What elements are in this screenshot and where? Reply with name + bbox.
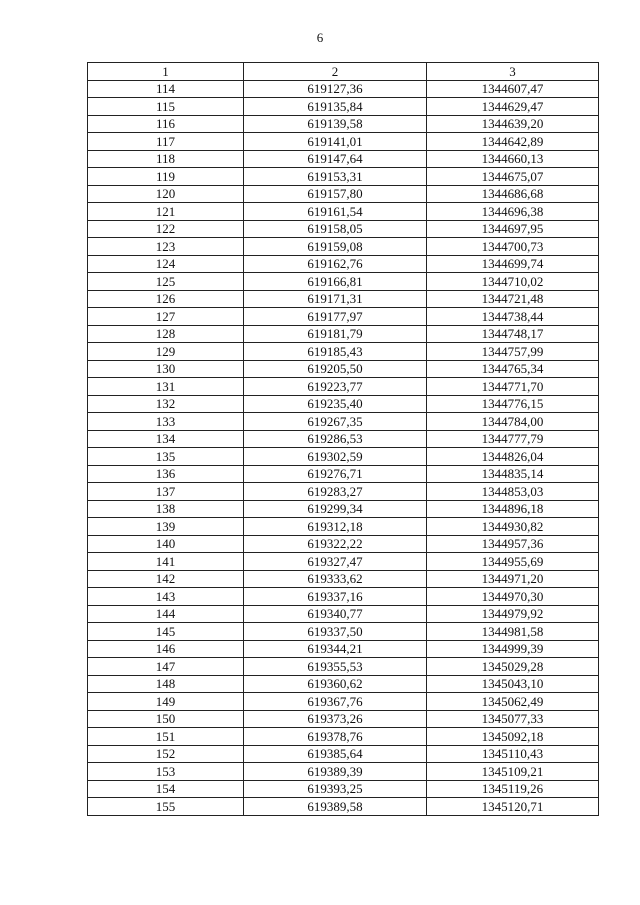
x-coordinate-cell: 619373,26 (244, 710, 427, 728)
table-header-row (88, 63, 599, 81)
y-coordinate-cell: 1344776,15 (427, 395, 599, 413)
x-coordinate-cell: 619205,50 (244, 360, 427, 378)
table-row (88, 623, 599, 641)
x-coordinate-cell: 619283,27 (244, 483, 427, 501)
table-row (88, 728, 599, 746)
table-row (88, 693, 599, 711)
table-row (88, 745, 599, 763)
table-row (88, 535, 599, 553)
y-coordinate-cell: 1344930,82 (427, 518, 599, 536)
table-row (88, 185, 599, 203)
table-row (88, 588, 599, 606)
table-row (88, 98, 599, 116)
y-coordinate-cell: 1345109,21 (427, 763, 599, 781)
x-coordinate-cell: 619158,05 (244, 220, 427, 238)
point-number-cell: 124 (88, 255, 244, 273)
x-coordinate-cell: 619337,16 (244, 588, 427, 606)
table-row (88, 378, 599, 396)
x-coordinate-cell: 619161,54 (244, 203, 427, 221)
point-number-cell: 131 (88, 378, 244, 396)
table-row (88, 273, 599, 291)
y-coordinate-cell: 1344981,58 (427, 623, 599, 641)
y-coordinate-cell: 1344835,14 (427, 465, 599, 483)
x-coordinate-cell: 619312,18 (244, 518, 427, 536)
point-number-cell: 144 (88, 605, 244, 623)
point-number-cell: 115 (88, 98, 244, 116)
y-coordinate-cell: 1345110,43 (427, 745, 599, 763)
y-coordinate-cell: 1344696,38 (427, 203, 599, 221)
point-number-cell: 121 (88, 203, 244, 221)
x-coordinate-cell: 619157,80 (244, 185, 427, 203)
point-number-cell: 150 (88, 710, 244, 728)
x-coordinate-cell: 619141,01 (244, 133, 427, 151)
x-coordinate-cell: 619276,71 (244, 465, 427, 483)
table-row (88, 500, 599, 518)
point-number-cell: 114 (88, 80, 244, 98)
x-coordinate-cell: 619393,25 (244, 780, 427, 798)
point-number-cell: 134 (88, 430, 244, 448)
y-coordinate-cell: 1344710,02 (427, 273, 599, 291)
point-number-cell: 138 (88, 500, 244, 518)
point-number-cell: 137 (88, 483, 244, 501)
point-number-cell: 139 (88, 518, 244, 536)
x-coordinate-cell: 619139,58 (244, 115, 427, 133)
table-row (88, 798, 599, 816)
table-row (88, 133, 599, 151)
point-number-cell: 153 (88, 763, 244, 781)
point-number-cell: 132 (88, 395, 244, 413)
x-coordinate-cell: 619299,34 (244, 500, 427, 518)
table-row (88, 203, 599, 221)
y-coordinate-cell: 1344771,70 (427, 378, 599, 396)
x-coordinate-cell: 619166,81 (244, 273, 427, 291)
y-coordinate-cell: 1345077,33 (427, 710, 599, 728)
y-coordinate-cell: 1344970,30 (427, 588, 599, 606)
y-coordinate-cell: 1344853,03 (427, 483, 599, 501)
table-row (88, 465, 599, 483)
x-coordinate-cell: 619333,62 (244, 570, 427, 588)
table-row (88, 710, 599, 728)
table-row (88, 80, 599, 98)
point-number-cell: 123 (88, 238, 244, 256)
y-coordinate-cell: 1345092,18 (427, 728, 599, 746)
point-number-cell: 126 (88, 290, 244, 308)
point-number-cell: 128 (88, 325, 244, 343)
y-coordinate-cell: 1344675,07 (427, 168, 599, 186)
y-coordinate-cell: 1344979,92 (427, 605, 599, 623)
table-row (88, 448, 599, 466)
x-coordinate-cell: 619360,62 (244, 675, 427, 693)
y-coordinate-cell: 1345120,71 (427, 798, 599, 816)
x-coordinate-cell: 619181,79 (244, 325, 427, 343)
x-coordinate-cell: 619267,35 (244, 413, 427, 431)
point-number-cell: 149 (88, 693, 244, 711)
x-coordinate-cell: 619235,40 (244, 395, 427, 413)
x-coordinate-cell: 619344,21 (244, 640, 427, 658)
table-row (88, 115, 599, 133)
point-number-cell: 152 (88, 745, 244, 763)
table-row (88, 640, 599, 658)
point-number-cell: 136 (88, 465, 244, 483)
x-coordinate-cell: 619389,58 (244, 798, 427, 816)
table-row (88, 658, 599, 676)
point-number-cell: 140 (88, 535, 244, 553)
y-coordinate-cell: 1344639,20 (427, 115, 599, 133)
y-coordinate-cell: 1344757,99 (427, 343, 599, 361)
y-coordinate-cell: 1344777,79 (427, 430, 599, 448)
y-coordinate-cell: 1344826,04 (427, 448, 599, 466)
y-coordinate-cell: 1345029,28 (427, 658, 599, 676)
table-row (88, 395, 599, 413)
y-coordinate-cell: 1345119,26 (427, 780, 599, 798)
point-number-cell: 145 (88, 623, 244, 641)
x-coordinate-cell: 619223,77 (244, 378, 427, 396)
x-coordinate-cell: 619135,84 (244, 98, 427, 116)
table-row (88, 255, 599, 273)
table-row (88, 763, 599, 781)
table-row (88, 308, 599, 326)
point-number-cell: 143 (88, 588, 244, 606)
y-coordinate-cell: 1344607,47 (427, 80, 599, 98)
x-coordinate-cell: 619337,50 (244, 623, 427, 641)
x-coordinate-cell: 619159,08 (244, 238, 427, 256)
x-coordinate-cell: 619322,22 (244, 535, 427, 553)
table-row (88, 780, 599, 798)
point-number-cell: 127 (88, 308, 244, 326)
point-number-cell: 135 (88, 448, 244, 466)
point-number-cell: 142 (88, 570, 244, 588)
table-row (88, 483, 599, 501)
table-body (88, 80, 599, 815)
table-row (88, 518, 599, 536)
coordinates-table (87, 62, 599, 816)
column-header-3: 3 (427, 63, 599, 81)
point-number-cell: 130 (88, 360, 244, 378)
table-row (88, 220, 599, 238)
y-coordinate-cell: 1344957,36 (427, 535, 599, 553)
point-number-cell: 148 (88, 675, 244, 693)
x-coordinate-cell: 619340,77 (244, 605, 427, 623)
x-coordinate-cell: 619171,31 (244, 290, 427, 308)
point-number-cell: 147 (88, 658, 244, 676)
table-row (88, 325, 599, 343)
point-number-cell: 141 (88, 553, 244, 571)
x-coordinate-cell: 619302,59 (244, 448, 427, 466)
table-row (88, 675, 599, 693)
point-number-cell: 129 (88, 343, 244, 361)
table-row (88, 605, 599, 623)
x-coordinate-cell: 619162,76 (244, 255, 427, 273)
y-coordinate-cell: 1344971,20 (427, 570, 599, 588)
x-coordinate-cell: 619177,97 (244, 308, 427, 326)
x-coordinate-cell: 619153,31 (244, 168, 427, 186)
point-number-cell: 125 (88, 273, 244, 291)
table-row (88, 360, 599, 378)
x-coordinate-cell: 619385,64 (244, 745, 427, 763)
table-row (88, 290, 599, 308)
y-coordinate-cell: 1344999,39 (427, 640, 599, 658)
table-row (88, 430, 599, 448)
x-coordinate-cell: 619185,43 (244, 343, 427, 361)
table-row (88, 343, 599, 361)
point-number-cell: 119 (88, 168, 244, 186)
point-number-cell: 151 (88, 728, 244, 746)
y-coordinate-cell: 1344642,89 (427, 133, 599, 151)
table-row (88, 553, 599, 571)
y-coordinate-cell: 1344700,73 (427, 238, 599, 256)
y-coordinate-cell: 1344660,13 (427, 150, 599, 168)
y-coordinate-cell: 1344784,00 (427, 413, 599, 431)
y-coordinate-cell: 1344738,44 (427, 308, 599, 326)
y-coordinate-cell: 1344697,95 (427, 220, 599, 238)
y-coordinate-cell: 1344896,18 (427, 500, 599, 518)
table-row (88, 413, 599, 431)
y-coordinate-cell: 1345043,10 (427, 675, 599, 693)
x-coordinate-cell: 619355,53 (244, 658, 427, 676)
x-coordinate-cell: 619286,53 (244, 430, 427, 448)
point-number-cell: 154 (88, 780, 244, 798)
y-coordinate-cell: 1344955,69 (427, 553, 599, 571)
y-coordinate-cell: 1344721,48 (427, 290, 599, 308)
page-number: 6 (316, 30, 324, 45)
x-coordinate-cell: 619367,76 (244, 693, 427, 711)
table-row (88, 570, 599, 588)
point-number-cell: 155 (88, 798, 244, 816)
table-row (88, 150, 599, 168)
x-coordinate-cell: 619389,39 (244, 763, 427, 781)
y-coordinate-cell: 1344765,34 (427, 360, 599, 378)
y-coordinate-cell: 1344629,47 (427, 98, 599, 116)
point-number-cell: 120 (88, 185, 244, 203)
point-number-cell: 133 (88, 413, 244, 431)
table-row (88, 168, 599, 186)
y-coordinate-cell: 1344748,17 (427, 325, 599, 343)
point-number-cell: 117 (88, 133, 244, 151)
x-coordinate-cell: 619378,76 (244, 728, 427, 746)
y-coordinate-cell: 1344699,74 (427, 255, 599, 273)
x-coordinate-cell: 619147,64 (244, 150, 427, 168)
x-coordinate-cell: 619127,36 (244, 80, 427, 98)
column-header-1: 1 (88, 63, 244, 81)
point-number-cell: 118 (88, 150, 244, 168)
x-coordinate-cell: 619327,47 (244, 553, 427, 571)
point-number-cell: 116 (88, 115, 244, 133)
table-row (88, 238, 599, 256)
point-number-cell: 146 (88, 640, 244, 658)
column-header-2: 2 (244, 63, 427, 81)
y-coordinate-cell: 1345062,49 (427, 693, 599, 711)
point-number-cell: 122 (88, 220, 244, 238)
y-coordinate-cell: 1344686,68 (427, 185, 599, 203)
